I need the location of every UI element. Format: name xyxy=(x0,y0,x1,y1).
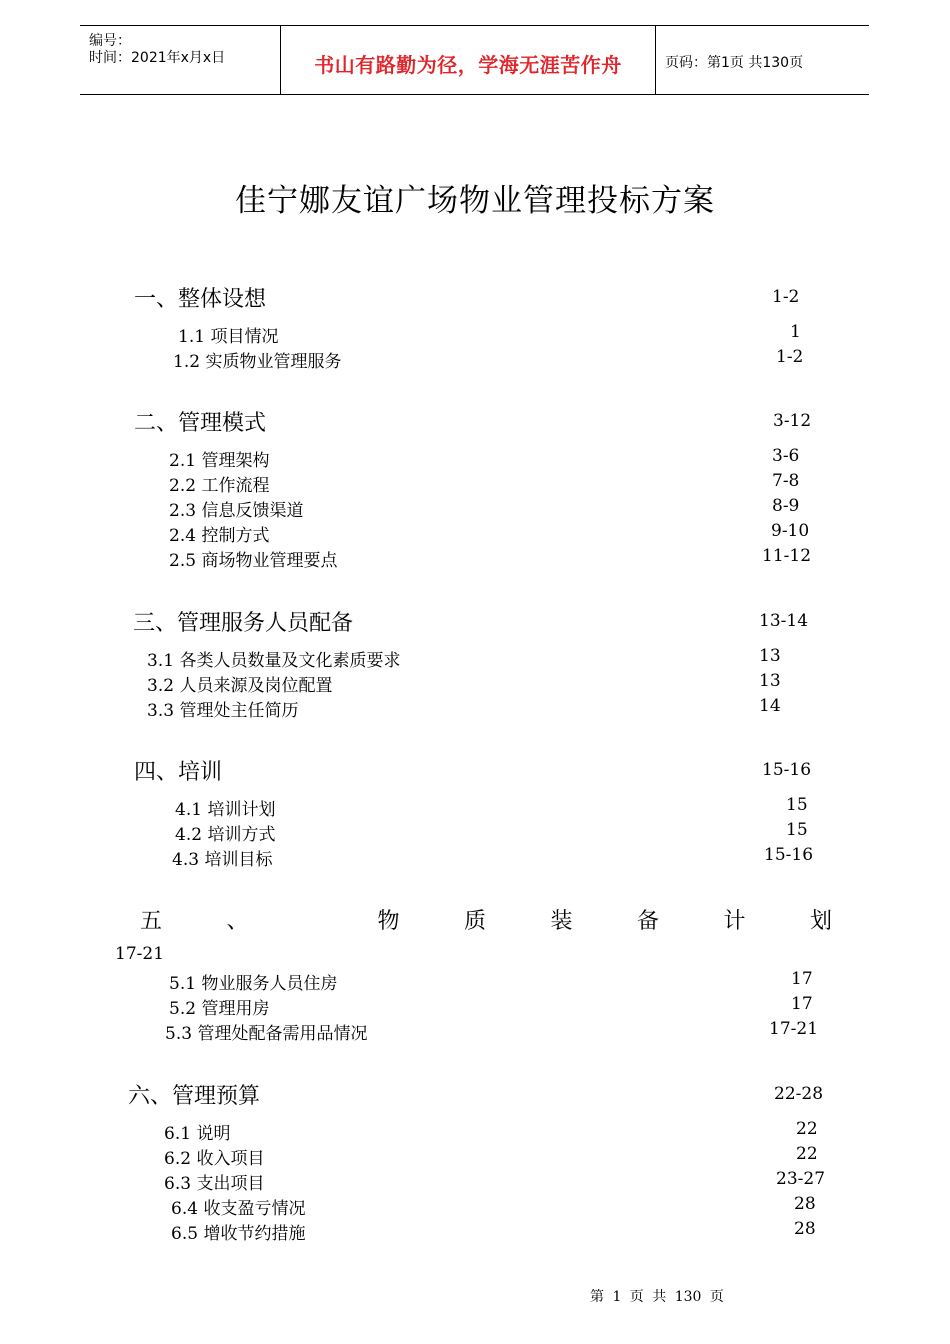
toc-section-5-char: 质 xyxy=(463,909,486,934)
toc-item-2-4-pages: 9-10 xyxy=(771,521,810,541)
toc-item-5-3-title: 5.3 管理处配备需用品情况 xyxy=(165,1024,368,1044)
toc-section-5-char: 物 xyxy=(377,909,400,934)
toc-item-6-5-title: 6.5 增收节约措施 xyxy=(171,1224,306,1244)
page-footer: 第 1 页 共 130 页 xyxy=(590,1289,724,1305)
toc-section-3-title: 三、管理服务人员配备 xyxy=(133,611,354,636)
toc-section-6-pages: 22-28 xyxy=(774,1084,824,1104)
toc-item-2-3-title: 2.3 信息反馈渠道 xyxy=(169,501,304,521)
toc-item-1-2-pages: 1-2 xyxy=(776,347,804,367)
toc-item-2-2-title: 2.2 工作流程 xyxy=(169,476,270,496)
toc-section-5-char: 备 xyxy=(636,909,659,934)
toc-item-2-2-pages: 7-8 xyxy=(772,471,800,491)
toc-section-5-char: 计 xyxy=(723,909,746,934)
toc-item-3-2-title: 3.2 人员来源及岗位配置 xyxy=(147,676,333,696)
toc-item-4-1-pages: 15 xyxy=(786,795,808,815)
toc-section-1-pages: 1-2 xyxy=(772,287,800,307)
toc-section-4-title: 四、培训 xyxy=(134,760,223,785)
toc-section-5-char: 五 xyxy=(140,909,163,934)
header-page-number: 页码：第1页 共130页 xyxy=(665,55,804,71)
toc-section-2-pages: 3-12 xyxy=(773,411,812,431)
toc-section-5-title xyxy=(140,904,832,935)
header-motto-cell xyxy=(280,26,656,94)
toc-section-1-title: 一、整体设想 xyxy=(134,287,267,312)
toc-section-4-pages: 15-16 xyxy=(762,760,812,780)
header-page-cell xyxy=(655,26,869,94)
toc-item-6-3-pages: 23-27 xyxy=(776,1169,826,1189)
toc-section-5-char: 划 xyxy=(809,909,832,934)
toc-item-1-1-title: 1.1 项目情况 xyxy=(178,327,279,347)
toc-item-5-2-pages: 17 xyxy=(791,994,813,1014)
page-header xyxy=(80,25,869,95)
toc-item-4-2-title: 4.2 培训方式 xyxy=(175,825,276,845)
toc-item-2-1-title: 2.1 管理架构 xyxy=(169,451,270,471)
toc-item-6-3-title: 6.3 支出项目 xyxy=(164,1174,265,1194)
toc-section-5-pages: 17-21 xyxy=(115,944,165,964)
toc-item-4-1-title: 4.1 培训计划 xyxy=(175,800,276,820)
toc-item-2-3-pages: 8-9 xyxy=(772,496,800,516)
toc-section-5-char: 装 xyxy=(550,909,573,934)
toc-section-6-title: 六、管理预算 xyxy=(128,1084,261,1109)
document-title: 佳宁娜友谊广场物业管理投标方案 xyxy=(235,183,715,219)
toc-section-5-char: 、 xyxy=(226,909,249,934)
toc-item-5-3-pages: 17-21 xyxy=(769,1019,819,1039)
toc-item-4-3-title: 4.3 培训目标 xyxy=(172,850,273,870)
toc-item-3-2-pages: 13 xyxy=(759,671,781,691)
toc-item-4-2-pages: 15 xyxy=(786,820,808,840)
toc-item-5-1-title: 5.1 物业服务人员住房 xyxy=(169,974,338,994)
toc-item-4-3-pages: 15-16 xyxy=(764,845,814,865)
toc-section-2-title: 二、管理模式 xyxy=(134,411,267,436)
toc-item-3-1-title: 3.1 各类人员数量及文化素质要求 xyxy=(147,651,401,671)
toc-item-3-3-title: 3.3 管理处主任简历 xyxy=(147,701,299,721)
toc-item-2-5-title: 2.5 商场物业管理要点 xyxy=(169,551,338,571)
toc-item-2-5-pages: 11-12 xyxy=(762,546,812,566)
toc-item-3-3-pages: 14 xyxy=(759,696,781,716)
document-number-label: 编号： xyxy=(89,33,131,49)
toc-section-3-pages: 13-14 xyxy=(759,611,809,631)
toc-item-5-2-title: 5.2 管理用房 xyxy=(169,999,270,1019)
toc-item-1-2-title: 1.2 实质物业管理服务 xyxy=(173,352,342,372)
toc-item-6-5-pages: 28 xyxy=(794,1219,816,1239)
toc-item-6-2-pages: 22 xyxy=(796,1144,818,1164)
header-motto: 书山有路勤为径，学海无涯苦作舟 xyxy=(314,53,622,77)
toc-item-1-1-pages: 1 xyxy=(790,322,801,342)
toc-item-3-1-pages: 13 xyxy=(759,646,781,666)
toc-item-6-1-pages: 22 xyxy=(796,1119,818,1139)
header-meta-cell xyxy=(80,26,280,94)
toc-item-5-1-pages: 17 xyxy=(791,969,813,989)
toc-item-2-4-title: 2.4 控制方式 xyxy=(169,526,270,546)
toc-item-6-2-title: 6.2 收入项目 xyxy=(164,1149,265,1169)
toc-item-6-1-title: 6.1 说明 xyxy=(164,1124,231,1144)
document-date-label: 时间：2021年x月x日 xyxy=(89,50,226,66)
toc-item-2-1-pages: 3-6 xyxy=(772,446,800,466)
toc-item-6-4-title: 6.4 收支盈亏情况 xyxy=(171,1199,306,1219)
toc-item-6-4-pages: 28 xyxy=(794,1194,816,1214)
